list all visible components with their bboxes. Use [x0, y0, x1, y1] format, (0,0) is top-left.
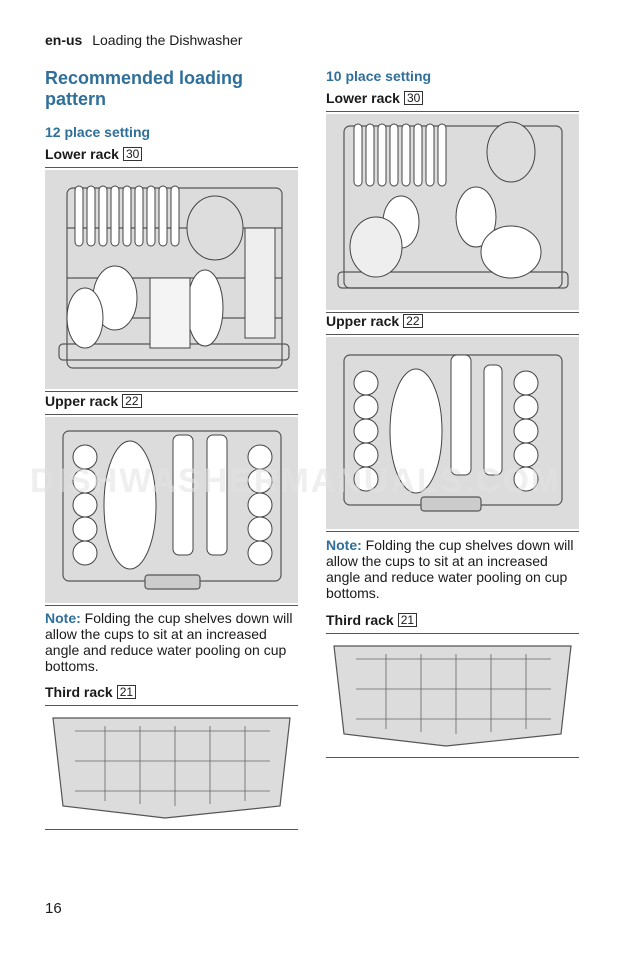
note-label: Note:	[326, 537, 362, 553]
right-upper-rack-label: Upper rack 22	[326, 313, 423, 329]
section-title: Recommended loading pattern	[45, 68, 244, 109]
upper-rack-illustration	[326, 335, 579, 531]
right-note	[326, 537, 579, 601]
left-lower-rack-label: Lower rack 30	[45, 146, 142, 162]
right-upper-rack-figure	[326, 334, 579, 532]
figure-number: 30	[404, 91, 423, 105]
left-lower-rack-figure	[45, 167, 298, 392]
figure-number: 22	[122, 394, 141, 408]
right-lower-rack-figure	[326, 111, 579, 313]
figure-number: 21	[398, 613, 417, 627]
watermark: DISHWASHERMANUALS.COM	[30, 462, 562, 500]
lower-rack-illustration	[45, 168, 298, 391]
left-third-rack-figure	[45, 705, 298, 830]
page-header	[45, 32, 242, 48]
figure-number: 21	[117, 685, 136, 699]
right-third-rack-figure	[326, 633, 579, 758]
page-number: 16	[45, 900, 62, 917]
lower-rack-illustration	[326, 112, 579, 312]
left-setting-heading: 12 place setting	[45, 124, 151, 140]
third-rack-illustration	[45, 706, 298, 829]
right-third-rack-label: Third rack 21	[326, 612, 417, 628]
figure-number: 30	[123, 147, 142, 161]
right-setting-heading: 10 place setting	[326, 68, 432, 84]
left-upper-rack-label: Upper rack 22	[45, 393, 142, 409]
third-rack-illustration	[326, 634, 579, 757]
note-text: Folding the cup shelves down will allow the cups to sit at an increased angle and reduce water pooling on cup bottoms.	[45, 610, 293, 674]
left-note	[45, 610, 298, 674]
note-text: Folding the cup shelves down will allow the cups to sit at an increased angle and reduce water pooling on cup bottoms.	[326, 537, 574, 601]
right-lower-rack-label: Lower rack 30	[326, 90, 423, 106]
language-code: en-us	[45, 32, 83, 48]
left-third-rack-label: Third rack 21	[45, 684, 136, 700]
upper-rack-illustration	[45, 415, 298, 605]
note-label: Note:	[45, 610, 81, 626]
header-title: Loading the Dishwasher	[92, 32, 243, 48]
figure-number: 22	[403, 314, 422, 328]
left-upper-rack-figure	[45, 414, 298, 606]
